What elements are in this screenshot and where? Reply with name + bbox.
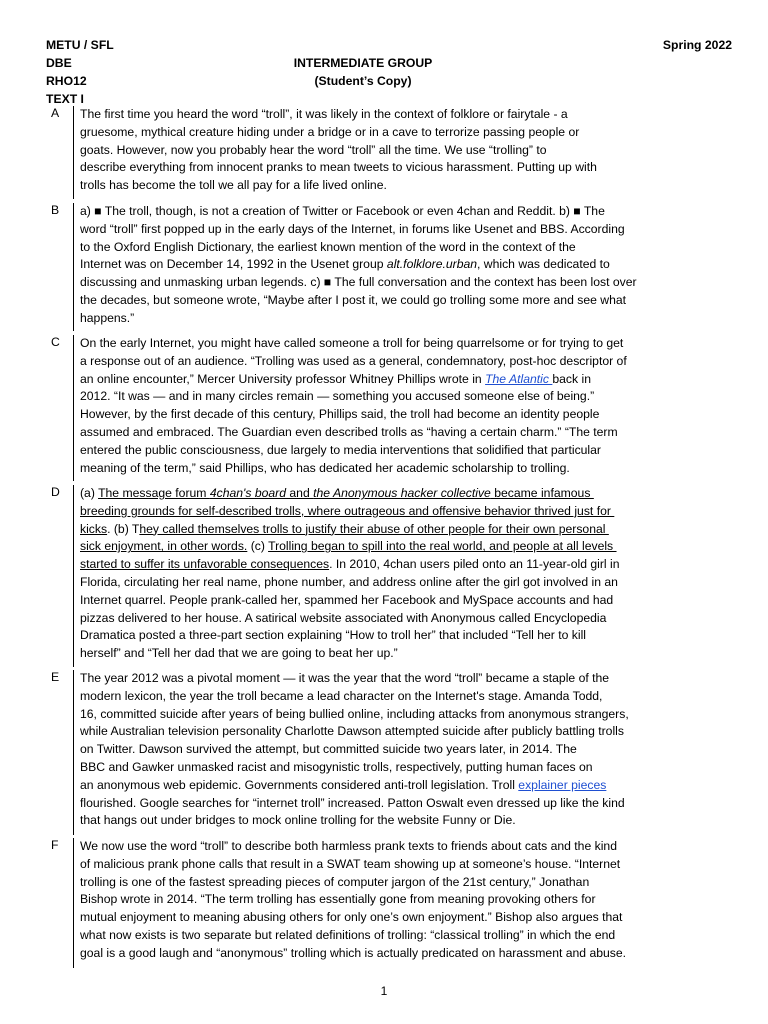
text-run: entered the public consciousness, due largely to media interventions that solidified that particular xyxy=(80,442,601,457)
text-run: 4chan's board xyxy=(209,486,287,500)
paragraph-rule xyxy=(73,335,74,481)
text-run: trolls has become the toll we all pay for a life lived online. xyxy=(80,178,387,193)
text-run: what now exists is two separate but related definitions of trolling: “classical trolling” in which the end xyxy=(80,927,616,942)
paragraph-rule xyxy=(73,485,74,667)
paragraph-rule xyxy=(73,670,74,835)
text-run: Internet quarrel. People prank-called her, spammed her Facebook and MySpace accounts and had xyxy=(80,592,614,607)
paragraph-b xyxy=(46,203,732,326)
text-run: breeding grounds for self-described trolls, where outrageous and offensive behavior thrived just for xyxy=(80,503,615,518)
paragraph-letter: A xyxy=(51,106,60,120)
text-run: a response out of an audience. “Trolling was used as a general, condemnatory, post-hoc descriptor of xyxy=(80,353,627,368)
usenet-group-name: alt.folklore.urban xyxy=(386,257,478,272)
text-run: trolling is one of the fastest spreading pieces of computer jargon of the 21st century,” Jonathan xyxy=(80,874,590,889)
text-run: describe everything from innocent pranks to mean tweets to vicious harassment. Putting up with xyxy=(80,160,597,175)
text-run: happens.” xyxy=(80,310,135,325)
text-run: The first time you heard the word “troll”, it was likely in the context of folklore or fairytale - a xyxy=(80,107,568,121)
text-run: Dramatica posted a three-part section explaining “How to troll her” that included “Tell her to kill xyxy=(80,628,587,643)
paragraph-rule xyxy=(73,203,74,331)
department: DBE xyxy=(46,56,72,70)
text-run: Internet was on December 14, 1992 in the Usenet group xyxy=(80,257,387,272)
text-run: pizzas delivered to her house. A satirical website associated with Anonymous called Encyclopedia xyxy=(80,610,607,625)
text-run: kicks xyxy=(80,521,108,536)
the-atlantic-link[interactable]: The Atlantic xyxy=(485,371,553,386)
paragraph-rule xyxy=(73,838,74,968)
text-run: of malicious prank phone calls that result in a SWAT team showing up at someone’s house. “Internet xyxy=(80,856,621,871)
text-run: goats. However, now you probably hear the word “troll” all the time. We use “trolling” to xyxy=(80,142,547,157)
text-run: . In 2010, 4chan users piled onto an 11-year-old girl in xyxy=(329,557,620,572)
text-run: BBC and Gawker unmasked racist and misogynistic trolls, respectively, putting human faces on xyxy=(80,759,593,774)
text-run: on Twitter. Dawson survived the attempt, but committed suicide two years later, in 2014. The xyxy=(80,742,577,757)
text-run: a) ■ The troll, though, is not a creation of Twitter or Facebook or even 4chan and Reddit. b) ■ The xyxy=(80,204,605,218)
text-run: mutual enjoyment to meaning abusing others for only one’s own enjoyment.” Bishop also argues that xyxy=(80,910,623,925)
paragraph-letter: F xyxy=(51,838,59,852)
text-run: The message forum xyxy=(98,486,210,500)
paragraph-letter: B xyxy=(51,203,60,217)
paragraph-letter: E xyxy=(51,670,60,684)
text-run: (c) xyxy=(247,539,269,554)
group-title: INTERMEDIATE GROUP xyxy=(293,56,433,70)
text-run: gruesome, mythical creature hiding under a bridge or in a cave to terrorize passing people or xyxy=(80,124,580,139)
text-run: , which was dedicated to xyxy=(477,257,610,272)
text-run: We now use the word “troll” to describe both harmless prank texts to friends about cats and the kind xyxy=(80,839,617,853)
text-label: TEXT I xyxy=(46,92,84,106)
text-run: . (b) T xyxy=(107,521,140,536)
text-run: an anonymous web epidemic. Governments considered anti-troll legislation. Troll xyxy=(80,777,519,792)
text-run: sick enjoyment, in other words. xyxy=(80,539,248,554)
term: Spring 2022 xyxy=(662,38,732,52)
text-run: and xyxy=(286,486,314,500)
text-run: discussing and unmasking urban legends. c) ■ The full conversation and the context has been lost over xyxy=(80,275,637,290)
paragraph-text xyxy=(80,106,732,195)
course-code: RHO12 xyxy=(46,74,87,88)
text-run: to the Oxford English Dictionary, the earliest known mention of the word in the context of the xyxy=(80,239,576,254)
paragraph-rule xyxy=(73,106,74,199)
paragraph-text xyxy=(80,335,732,477)
text-run: flourished. Google searches for “internet troll” increased. Patton Oswalt even dressed up like the kind xyxy=(80,795,625,810)
text-run: The year 2012 was a pivotal moment — it was the year that the word “troll” became a staple of the xyxy=(80,671,610,685)
paragraph-letter: C xyxy=(51,335,60,349)
document-header xyxy=(46,36,732,108)
text-run: hey called themselves trolls to justify their abuse of other people for their own personal xyxy=(139,521,609,536)
text-run: modern lexicon, the year the troll became a lead character on the Internet's stage. Amanda Todd, xyxy=(80,688,603,703)
explainer-pieces-link[interactable]: explainer pieces xyxy=(518,777,607,792)
text-run: goal is a good laugh and “anonymous” trolling which is actually predicated on harassment and abuse. xyxy=(80,945,627,960)
institution: METU / SFL xyxy=(46,38,114,52)
text-run: 2012. “It was — and in many circles remain — something you accused someone else of being.” xyxy=(80,389,595,404)
paragraph-e xyxy=(46,670,732,830)
paragraph-text xyxy=(80,203,732,328)
text-run: 16, committed suicide after years of being bullied online, including attacks from anonymous strangers, xyxy=(80,706,629,721)
text-run: back in xyxy=(552,371,591,386)
text-run: an online encounter,” Mercer University professor Whitney Phillips wrote in xyxy=(80,371,486,386)
copy-label: (Student’s Copy) xyxy=(314,74,412,88)
paragraph-a xyxy=(46,106,732,194)
paragraph-d xyxy=(46,485,732,662)
text-run: started to suffer its unfavorable consequences xyxy=(80,557,330,572)
paragraph-letter: D xyxy=(51,485,60,499)
text-run: herself” and “Tell her dad that we are going to beat her up.” xyxy=(80,646,398,661)
text-run: word “troll” first popped up in the early days of the Internet, in forums like Usenet and BBS. According xyxy=(80,221,625,236)
text-run: meaning of the term,” said Phillips, who has dedicated her academic scholarship to trolling. xyxy=(80,460,570,475)
text-run: Florida, circulating her real name, phone number, and address online after the girl got involved in an xyxy=(80,574,618,589)
text-run: became infamous xyxy=(490,486,594,500)
text-run: assumed and embraced. The Guardian even described trolls as “having a certain charm.” “The term xyxy=(80,424,618,439)
paragraph-text xyxy=(80,485,732,663)
text-run: However, by the first decade of this century, Phillips said, the troll had become an identity people xyxy=(80,407,600,422)
page-number: 1 xyxy=(380,984,388,998)
paragraph-c xyxy=(46,335,732,476)
text-run: the decades, but someone wrote, “Maybe after I post it, we could go trolling some more and see what xyxy=(80,292,627,307)
text-run: Trolling began to spill into the real world, and people at all levels xyxy=(268,539,617,554)
paragraph-f xyxy=(46,838,732,963)
paragraph-text xyxy=(80,838,732,963)
text-run: the Anonymous hacker collective xyxy=(313,486,491,500)
text-run: while Australian television personality Charlotte Dawson attempted suicide after publicly battling trolls xyxy=(80,724,624,739)
paragraph-text xyxy=(80,670,732,830)
text-run: On the early Internet, you might have called someone a troll for being quarrelsome or for trying to get xyxy=(80,336,624,350)
text-run: Bishop wrote in 2014. “The term trolling has essentially gone from meaning provoking others for xyxy=(80,892,596,907)
text-run: (a) xyxy=(80,486,99,500)
text-run: that hangs out under bridges to mock online trolling for the website Funny or Die. xyxy=(80,813,516,828)
